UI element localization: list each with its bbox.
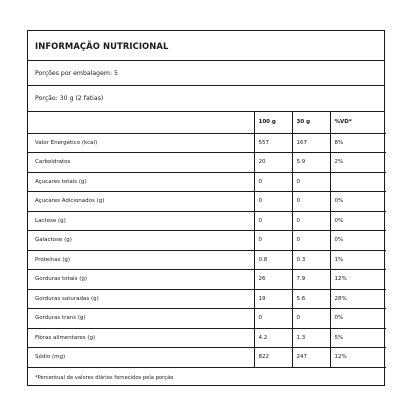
value-per-30g: 7.9 [292,270,330,290]
value-per-100g: 822 [254,348,292,368]
daily-value-percent: 0% [330,211,386,231]
nutrient-name: Fibras alimentares (g) [28,328,254,348]
value-per-30g: 167 [292,133,330,153]
value-per-30g: 0 [292,309,330,329]
nutrition-table [28,112,386,368]
value-per-100g: 0 [254,172,292,192]
value-per-30g: 5.6 [292,289,330,309]
table-header-row [28,112,386,133]
daily-value-percent: 0% [330,309,386,329]
daily-value-percent: 12% [330,270,386,290]
table-row [28,250,386,270]
value-per-100g: 4.2 [254,328,292,348]
value-per-100g: 26 [254,270,292,290]
value-per-30g: 1.3 [292,328,330,348]
table-row [28,133,386,153]
nutrition-table-body [28,133,386,367]
table-row [28,328,386,348]
value-per-100g: 20 [254,153,292,173]
nutrient-name: Valor Energético (kcal) [28,133,254,153]
value-per-100g: 0 [254,192,292,212]
header-daily-value: %VD* [330,112,386,133]
table-row [28,192,386,212]
daily-value-percent: 12% [330,348,386,368]
table-row [28,211,386,231]
header-per-30g: 30 g [292,112,330,133]
value-per-30g: 0 [292,211,330,231]
daily-value-percent: 5% [330,328,386,348]
daily-value-percent: 8% [330,133,386,153]
nutrient-name: Açucares totais (g) [28,172,254,192]
value-per-100g: 19 [254,289,292,309]
nutrient-name: Sódio (mg) [28,348,254,368]
value-per-100g: 557 [254,133,292,153]
serving-size: Porção: 30 g (2 fatias) [28,86,384,112]
daily-value-percent: 0% [330,231,386,251]
table-row [28,289,386,309]
daily-value-percent: 2% [330,153,386,173]
nutrient-name: Gorduras saturadas (g) [28,289,254,309]
nutrition-title: INFORMAÇÃO NUTRICIONAL [28,31,384,61]
daily-value-percent [330,172,386,192]
value-per-100g: 0 [254,231,292,251]
value-per-30g: 5.9 [292,153,330,173]
nutrient-name: Lactose (g) [28,211,254,231]
table-row [28,153,386,173]
nutrient-name: Açucares Adicionados (g) [28,192,254,212]
value-per-30g: 0 [292,172,330,192]
value-per-30g: 0 [292,231,330,251]
nutrient-name: Carboidratos [28,153,254,173]
value-per-30g: 0.3 [292,250,330,270]
nutrient-name: Galactose (g) [28,231,254,251]
nutrition-facts-panel [27,30,385,386]
header-per-100g: 100 g [254,112,292,133]
daily-value-percent: 1% [330,250,386,270]
daily-value-percent: 28% [330,289,386,309]
nutrient-name: Gorduras totais (g) [28,270,254,290]
table-row [28,231,386,251]
value-per-30g: 247 [292,348,330,368]
header-nutrient [28,112,254,133]
daily-value-percent: 0% [330,192,386,212]
nutrient-name: Proteínas (g) [28,250,254,270]
nutrient-name: Gorduras trans (g) [28,309,254,329]
table-row [28,172,386,192]
value-per-30g: 0 [292,192,330,212]
servings-per-package: Porções por embalagem: 5 [28,61,384,86]
table-row [28,348,386,368]
table-row [28,309,386,329]
value-per-100g: 0 [254,309,292,329]
daily-value-footnote: *Percentual de valores diários fornecidos pela porção [35,375,174,381]
value-per-100g: 0 [254,211,292,231]
value-per-100g: 0.8 [254,250,292,270]
table-row [28,270,386,290]
